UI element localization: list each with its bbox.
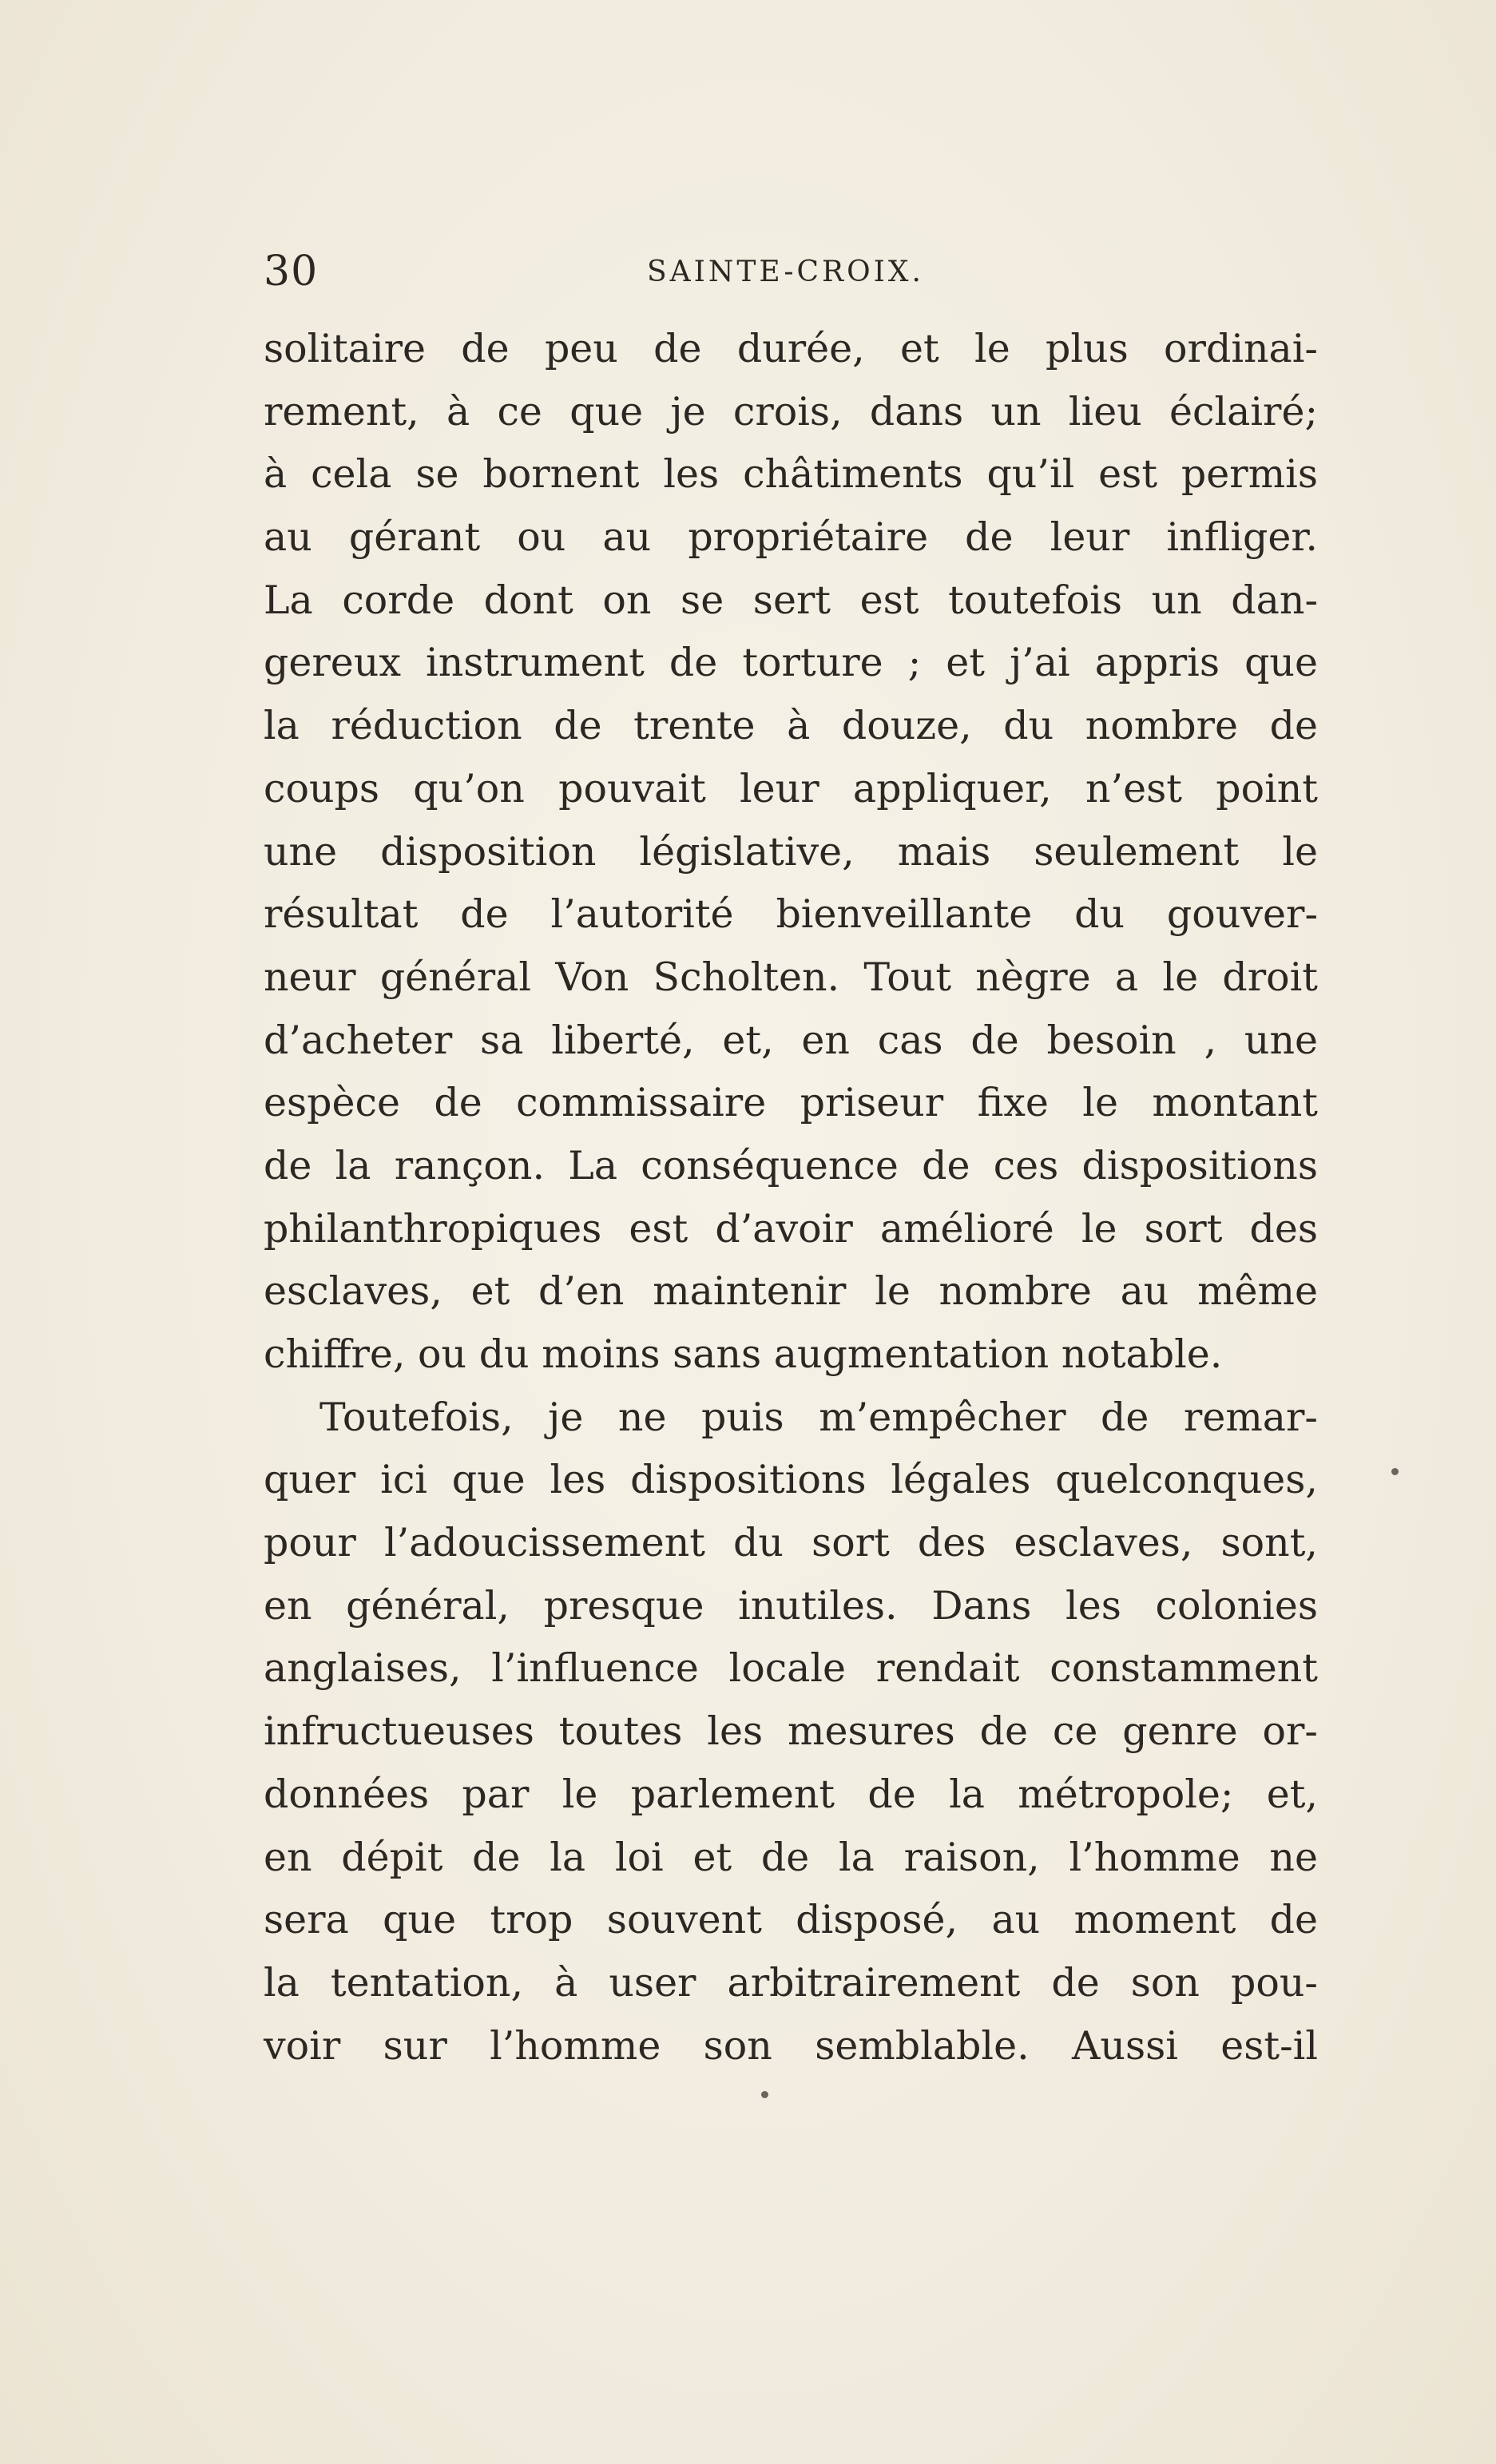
running-title: SAINTE-CROIX.	[647, 256, 924, 288]
text-line: philanthropiques est d’avoir amélioré le sort des	[264, 1205, 1318, 1252]
text-line: à cela se bornent les châtiments qu’il est permis	[264, 451, 1318, 498]
paragraph-end-line: chiffre, ou du moins sans augmentation notable.	[264, 1331, 1223, 1377]
body-text	[264, 318, 1318, 2077]
paper-speck	[761, 2091, 768, 2098]
text-line: d’acheter sa liberté, et, en cas de besoin , une	[264, 1017, 1318, 1063]
text-line: rement, à ce que je crois, dans un lieu éclairé;	[264, 388, 1318, 434]
text-line: la tentation, à user arbitrairement de son pou-	[264, 1959, 1318, 2006]
page-header	[264, 244, 1318, 300]
text-line: esclaves, et d’en maintenir le nombre au même	[264, 1268, 1318, 1315]
text-line: la réduction de trente à douze, du nombre de	[264, 703, 1318, 749]
text-line: une disposition législative, mais seulement le	[264, 828, 1318, 875]
text-line: solitaire de peu de durée, et le plus ordinai-	[264, 326, 1318, 371]
paragraph-start-line: Toutefois, je ne puis m’empêcher de remar-	[319, 1394, 1318, 1440]
paper-speck	[1391, 1468, 1399, 1475]
text-line: La corde dont on se sert est toutefois un dan-	[264, 577, 1318, 623]
text-line: au gérant ou au propriétaire de leur infliger.	[264, 514, 1318, 561]
text-line: quer ici que les dispositions légales quelconques,	[264, 1457, 1318, 1503]
text-line: coups qu’on pouvait leur appliquer, n’est point	[264, 765, 1318, 811]
page-number: 30	[264, 248, 319, 296]
text-line: infructueuses toutes les mesures de ce genre or-	[264, 1708, 1318, 1755]
text-line: en dépit de la loi et de la raison, l’homme ne	[264, 1834, 1318, 1880]
text-line: espèce de commissaire priseur fixe le montant	[264, 1080, 1318, 1126]
text-line: sera que trop souvent disposé, au moment de	[264, 1897, 1318, 1943]
text-line: gereux instrument de torture ; et j’ai appris que	[264, 640, 1318, 686]
text-line: résultat de l’autorité bienveillante du gouver-	[264, 891, 1318, 938]
text-line: de la rançon. La conséquence de ces dispositions	[264, 1142, 1318, 1188]
text-line: voir sur l’homme son semblable. Aussi est-il	[264, 2022, 1318, 2069]
text-line: anglaises, l’influence locale rendait constamment	[264, 1645, 1318, 1692]
text-line: en général, presque inutiles. Dans les colonies	[264, 1582, 1318, 1629]
text-line: neur général Von Scholten. Tout nègre a le droit	[264, 954, 1318, 1000]
text-line: données par le parlement de la métropole; et,	[264, 1771, 1318, 1817]
text-line: pour l’adoucissement du sort des esclaves, sont,	[264, 1520, 1318, 1566]
